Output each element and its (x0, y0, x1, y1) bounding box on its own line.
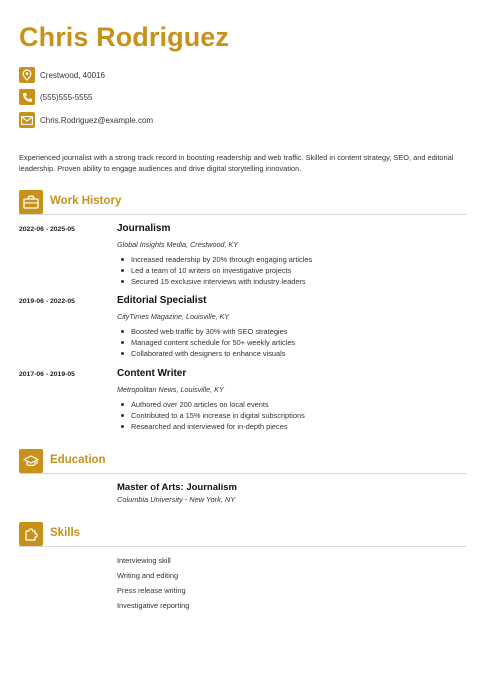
job-company: CityTimes Magazine, Louisville, KY (117, 312, 230, 321)
section-divider (19, 546, 466, 547)
list-item: Writing and editing (117, 571, 179, 580)
phone-text: (555)555-5555 (40, 92, 93, 102)
graduation-cap-icon (19, 449, 43, 473)
job-title: Content Writer (117, 368, 187, 379)
section-title-work-history: Work History (50, 195, 122, 207)
list-item: Led a team of 10 writers on investigative projects (117, 265, 312, 276)
professional-summary: Experienced journalist with a strong track record in boosting readership and web traffic. Skilled in content strategy, SEO, and editorial leadership. Proven ability to engage audiences and drive digital storytelling innovation. (19, 153, 454, 173)
section-title-skills: Skills (50, 527, 81, 539)
list-item: Press release writing (117, 586, 186, 595)
job-title: Journalism (117, 223, 171, 234)
list-item: Researched and interviewed for in-depth pieces (117, 421, 305, 432)
list-item: Boosted web traffic by 30% with SEO strategies (117, 326, 295, 337)
list-item: Investigative reporting (117, 601, 190, 610)
contact-email (19, 112, 153, 128)
job-company: Metropolitan News, Louisville, KY (117, 385, 224, 394)
skills-list (117, 553, 189, 613)
section-divider (19, 214, 466, 215)
section-divider (19, 473, 466, 474)
list-item: Contributed to a 15% increase in digital subscriptions (117, 410, 305, 421)
email-text: Chris.Rodriguez@example.com (40, 115, 154, 125)
briefcase-icon (19, 190, 43, 214)
phone-icon (19, 89, 35, 105)
list-item: Collaborated with designers to enhance visuals (117, 348, 295, 359)
job-title: Editorial Specialist (117, 295, 207, 306)
education-degree: Master of Arts: Journalism (117, 482, 238, 493)
list-item: Managed content schedule for 50+ weekly articles (117, 337, 295, 348)
location-text: Crestwood, 40016 (40, 70, 105, 80)
job-bullets (117, 399, 305, 433)
list-item: Secured 15 exclusive interviews with industry leaders (117, 276, 312, 287)
job-dates: 2022-06 - 2025-05 (19, 226, 75, 233)
job-bullets (117, 326, 295, 360)
job-company: Global Insights Media, Crestwood, KY (117, 240, 239, 249)
job-dates: 2019-06 - 2022-05 (19, 298, 75, 305)
contact-location (19, 67, 105, 83)
candidate-name: Chris Rodriguez (19, 22, 230, 52)
contact-phone (19, 89, 92, 105)
education-school: Columbia University - New York, NY (117, 495, 236, 504)
puzzle-icon (19, 522, 43, 546)
job-dates: 2017-06 - 2019-05 (19, 371, 75, 378)
section-title-education: Education (50, 454, 106, 466)
envelope-icon (19, 112, 35, 128)
list-item: Authored over 200 articles on local events (117, 399, 305, 410)
list-item: Increased readership by 20% through engaging articles (117, 254, 312, 265)
job-bullets (117, 254, 312, 288)
list-item: Interviewing skill (117, 556, 171, 565)
map-pin-icon (19, 67, 35, 83)
